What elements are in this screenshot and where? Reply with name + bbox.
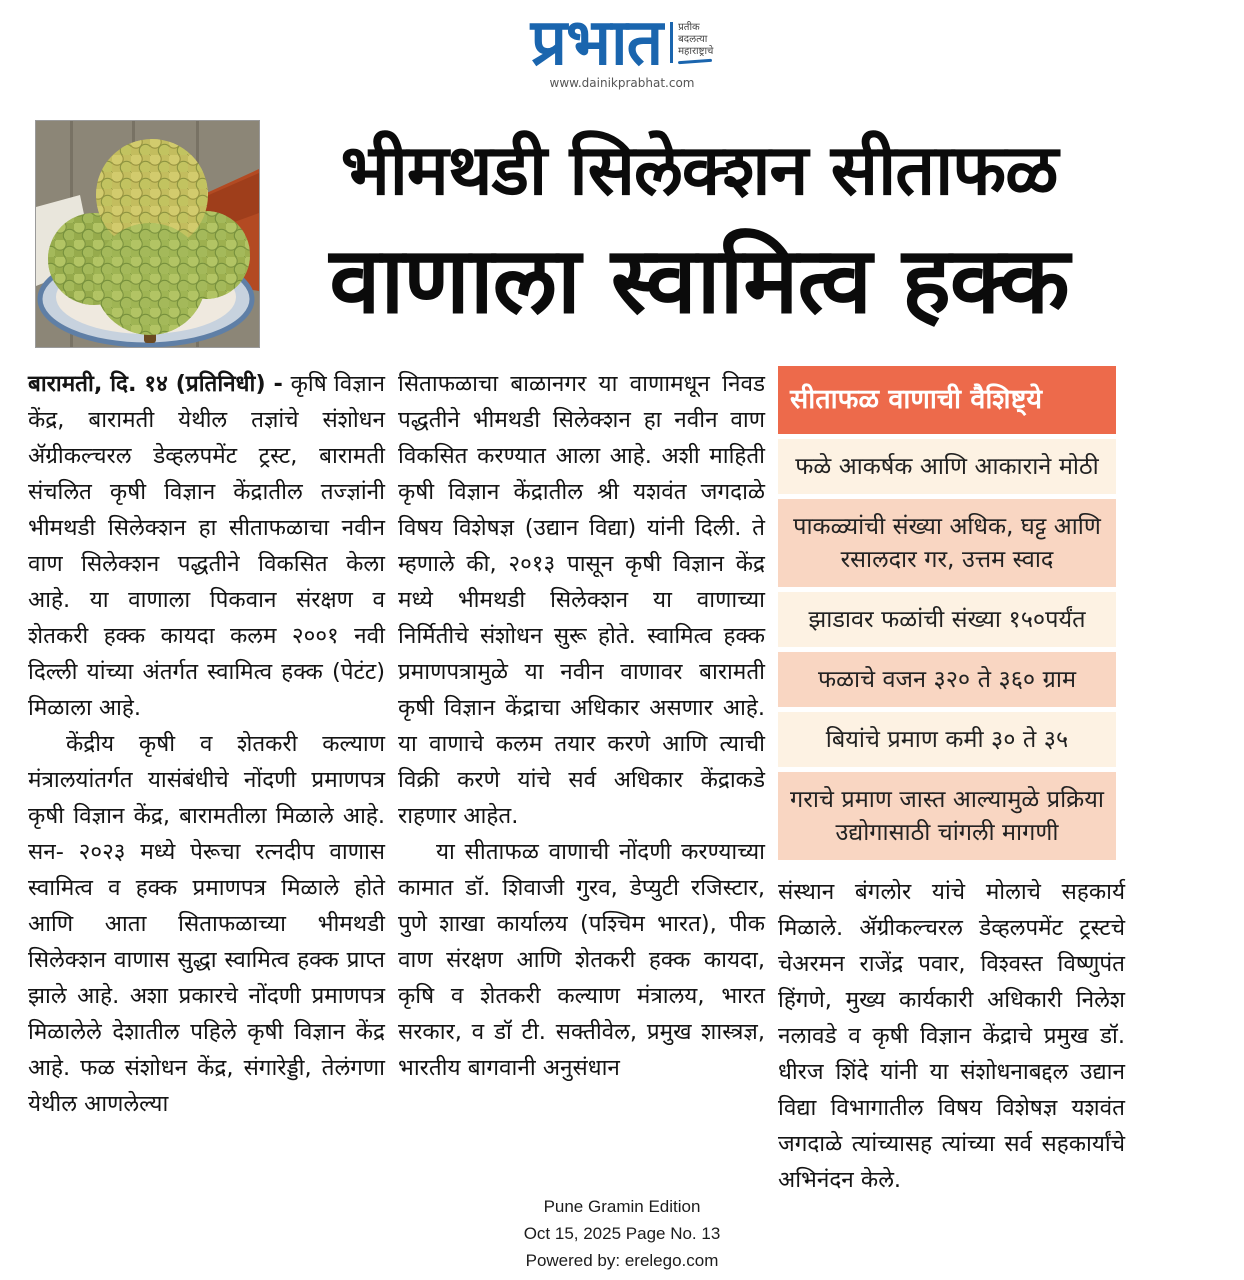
tagline-underline-swoosh: [678, 59, 712, 64]
headline-line-1: भीमथडी सिलेक्शन सीताफळ: [340, 129, 1058, 211]
footer-date-page: Oct 15, 2025 Page No. 13: [523, 1224, 721, 1243]
features-box-title: सीताफळ वाणाची वैशिष्ट्ये: [778, 366, 1116, 434]
paragraph: या सीताफळ वाणाची नोंदणी करण्याच्या कामात डॉ. शिवाजी गुरव, डेप्युटी रजिस्टार, पुणे शाखा कार्यालय (पश्चिम भारत), पीक वाण संरक्षण आणि शेतकरी हक्क कायदा, कृषि व शेतकरी कल्याण मंत्रालय, भारत सरकार, व डॉ टी. सक्तीवेल, प्रमुख शास्त्रज्ञ, भारतीय बागवानी अनुसंधान: [398, 839, 765, 1081]
article-headline: [268, 118, 1130, 340]
features-item: पाकळ्यांची संख्या अधिक, घट्ट आणि रसालदार गर, उत्तम स्वाद: [778, 499, 1116, 587]
features-item: फळाचे वजन ३२० ते ३६० ग्राम: [778, 652, 1116, 707]
headline-line-2: वाणाला स्वामित्व हक्क: [329, 227, 1069, 334]
paragraph-text: कृषि विज्ञान केंद्र, बारामती येथील तज्ञांचे संशोधन ॲग्रीकल्चरल डेव्हलपमेंट ट्रस्ट, बारामती संचलित कृषी विज्ञान केंद्रातील तज्ज्ञांनी भीमथडी सिलेक्शन हा सीताफळाचा नवीन वाण सिलेक्शन पद्धतीने विकसित केला आहे. या वाणाला पिकवान संरक्षण व शेतकरी हक्क कायदा कलम २००१ नवी दिल्ली यांच्या अंतर्गत स्वामित्व हक्क (पेटंट) मिळाला आहे.: [28, 371, 386, 721]
tagline-line: बदलत्या: [678, 34, 708, 45]
footer-edition: Pune Gramin Edition: [543, 1197, 701, 1216]
footer-powered-by: Powered by: erelego.com: [525, 1251, 719, 1270]
paragraph: केंद्रीय कृषी व शेतकरी कल्याण मंत्रालयांतर्गत यासंबंधीचे नोंदणी प्रमाणपत्र कृषी विज्ञान केंद्र, बारामतीला मिळाले आहे. सन- २०२३ मध्ये पेरूचा रत्नदीप वाणास स्वामित्व व हक्क प्रमाणपत्र मिळाले होते आणि आता सिताफळाच्या भीमथडी सिलेक्शन वाणास सुद्धा स्वामित्व हक्क प्राप्त झाले आहे. अशा प्रकारचे नोंदणी प्रमाणपत्र मिळालेले देशातील पहिले कृषी विज्ञान केंद्र आहे. फळ संशोधन केंद्र, संगारेड्डी, तेलंगणा येथील आणलेल्या: [28, 731, 385, 1117]
features-item: झाडावर फळांची संख्या १५०पर्यंत: [778, 592, 1116, 647]
article-body: [28, 366, 1128, 1198]
masthead-website-url: www.dainikprabhat.com: [549, 76, 695, 90]
features-item: फळे आकर्षक आणि आकाराने मोठी: [778, 439, 1116, 494]
tagline-line: महाराष्ट्राचे: [678, 46, 714, 57]
tagline-line: प्रतीक: [678, 22, 700, 33]
masthead: [0, 8, 1244, 90]
features-item: गराचे प्रमाण जास्त आल्यामुळे प्रक्रिया उद्योगासाठी चांगली मागणी: [778, 772, 1116, 860]
newspaper-logo: प्रभात: [530, 6, 663, 80]
article-column-1: [28, 366, 385, 1198]
paragraph: संस्थान बंगलोर यांचे मोलाचे सहकार्य मिळाले. ॲग्रीकल्चरल डेव्हलपमेंट ट्रस्टचे चेअरमन राजेंद्र पवार, विश्वस्त विष्णुपंत हिंगणे, मुख्य कार्यकारी अधिकारी निलेश नलावडे व कृषी विज्ञान केंद्राचे प्रमुख डॉ. धीरज शिंदे यांनी या संशोधनाबद्दल उद्यान विद्या विभागातील विषय विशेषज्ञ यशवंत जगदाळे त्यांच्यासह त्यांच्या सर्व सहकार्यांचे अभिनंदन केले.: [778, 879, 1125, 1193]
paragraph: [28, 366, 385, 726]
paragraph: सिताफळाचा बाळानगर या वाणामधून निवड पद्धतीने भीमथडी सिलेक्शन हा नवीन वाण विकसित करण्यात आला आहे. अशी माहिती कृषी विज्ञान केंद्रातील श्री यशवंत जगदाळे विषय विशेषज्ञ (उद्यान विद्या) यांनी दिली. ते म्हणाले की, २०१३ पासून कृषी विज्ञान केंद्र मध्ये भीमथडी सिलेक्शन या वाणाच्या निर्मितीचे संशोधन सुरू होते. स्वामित्व हक्क प्रमाणपत्रामुळे या नवीन वाणावर बारामती कृषी विज्ञान केंद्राचा अधिकार असणार आहे. या वाणाचे कलम तयार करणे आणि त्याची विक्री करणे यांचे सर्व अधिकार केंद्राकडे राहणार आहेत.: [398, 371, 765, 829]
dateline: बारामती, दि. १४ (प्रतिनिधी) -: [28, 371, 291, 397]
page-footer: [0, 1193, 1244, 1274]
features-box: [778, 366, 1116, 860]
article-photo: [35, 120, 260, 348]
masthead-tagline: [670, 22, 713, 63]
features-item: बियांचे प्रमाण कमी ३० ते ३५: [778, 712, 1116, 767]
custard-apple-photo-illustration: [36, 121, 259, 347]
article-column-2: [398, 366, 765, 1198]
article-column-3: [778, 366, 1125, 1198]
